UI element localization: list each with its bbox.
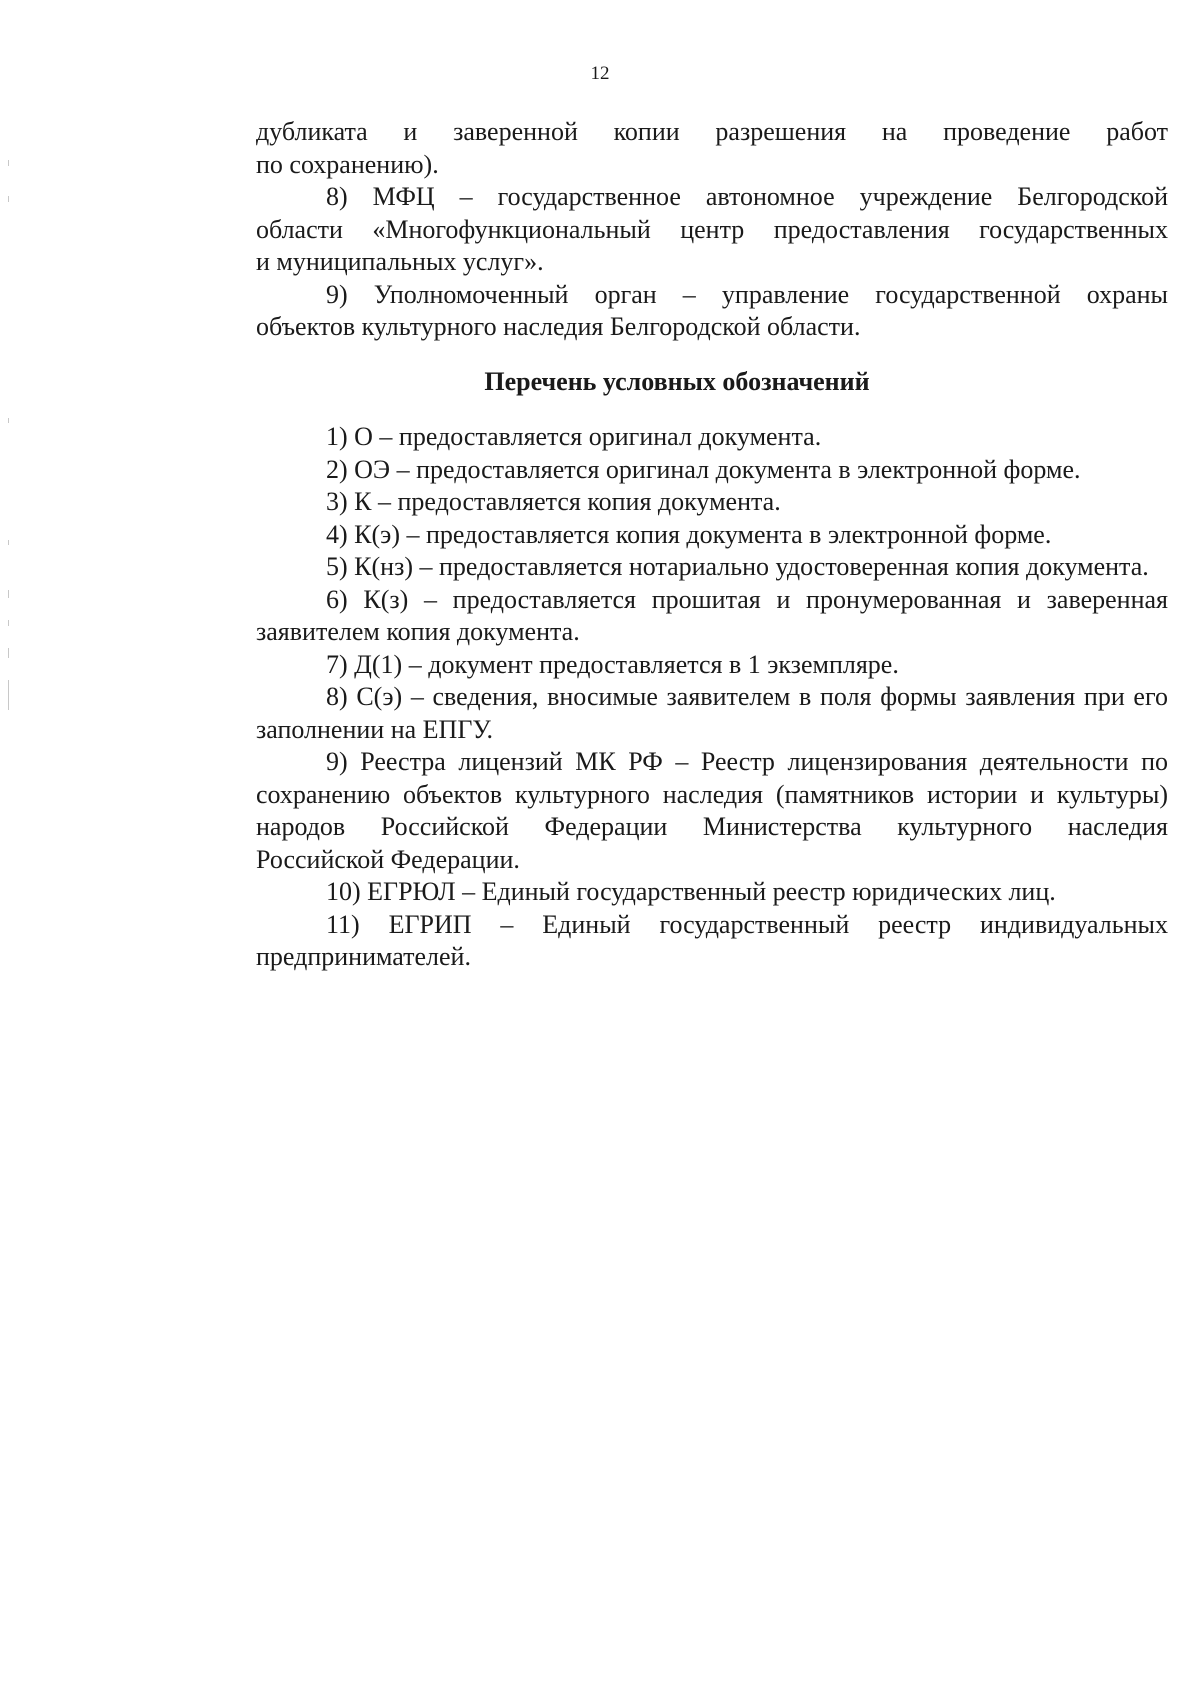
legend-item <box>186 551 1168 584</box>
text-line: 9) Уполномоченный орган – управление государственной охраны <box>326 279 1168 309</box>
text-line: 8) С(э) – сведения, вносимые заявителем в поля формы заявления при его <box>326 682 1168 711</box>
text-line: сохранению объектов культурного наследия (памятников истории и культуры) <box>256 779 1168 809</box>
scan-artifact <box>8 160 9 166</box>
scan-artifact <box>8 418 9 423</box>
intro-paragraph-continuation <box>186 116 1168 181</box>
text-line: 1) О – предоставляется оригинал документа. <box>326 422 822 451</box>
text-line: 10) ЕГРЮЛ – Единый государственный реестр юридических лиц. <box>326 877 1056 906</box>
legend-item <box>186 584 1168 649</box>
legend-item <box>186 876 1168 909</box>
scan-artifact <box>8 648 9 658</box>
text-line: 3) К – предоставляется копия документа. <box>326 487 781 516</box>
definition-mfc <box>186 181 1168 279</box>
legend-item <box>186 909 1168 974</box>
definition-authorized-body <box>186 279 1168 344</box>
document-body <box>186 116 1168 974</box>
page-number: 12 <box>590 63 610 84</box>
text-line: 8) МФЦ – государственное автономное учреждение Белгородской <box>326 182 1168 211</box>
text-line: заполнении на ЕПГУ. <box>256 714 494 744</box>
text-line: 9) Реестра лицензий МК РФ – Реестр лицензирования деятельности по <box>326 747 1168 776</box>
text-line: по сохранению). <box>256 149 439 179</box>
legend-item <box>186 486 1168 519</box>
scan-artifact <box>8 680 9 710</box>
scan-artifact <box>8 196 9 202</box>
legend-item <box>186 421 1168 454</box>
text-line: 5) К(нз) – предоставляется нотариально удостоверенная копия документа. <box>326 552 1149 581</box>
text-line: 6) К(з) – предоставляется прошитая и пронумерованная и заверенная <box>326 584 1168 614</box>
text-line: 11) ЕГРИП – Единый государственный реестр индивидуальных <box>326 909 1168 939</box>
text-line: народов Российской Федерации Министерства культурного наследия <box>256 812 1168 841</box>
scan-artifact <box>8 540 9 545</box>
legend-item <box>186 454 1168 487</box>
text-line: и муниципальных услуг». <box>256 247 544 276</box>
legend-item <box>186 681 1168 746</box>
legend-item <box>186 519 1168 552</box>
text-line: предпринимателей. <box>256 942 471 971</box>
text-line: объектов культурного наследия Белгородской области. <box>256 312 861 341</box>
text-line: 4) К(э) – предоставляется копия документа в электронной форме. <box>326 519 1052 549</box>
scan-artifact <box>8 620 9 626</box>
text-line: Российской Федерации. <box>256 844 520 874</box>
section-heading: Перечень условных обозначений <box>484 366 870 396</box>
text-line: 2) ОЭ – предоставляется оригинал документа в электронной форме. <box>326 454 1081 484</box>
legend-item <box>186 746 1168 876</box>
text-line: дубликата и заверенной копии разрешения на проведение работ <box>256 117 1168 146</box>
scan-artifact <box>8 590 9 598</box>
text-line: 7) Д(1) – документ предоставляется в 1 экземпляре. <box>326 649 899 679</box>
legend-item <box>186 649 1168 682</box>
text-line: области «Многофункциональный центр предоставления государственных <box>256 214 1168 244</box>
text-line: заявителем копия документа. <box>256 617 580 646</box>
